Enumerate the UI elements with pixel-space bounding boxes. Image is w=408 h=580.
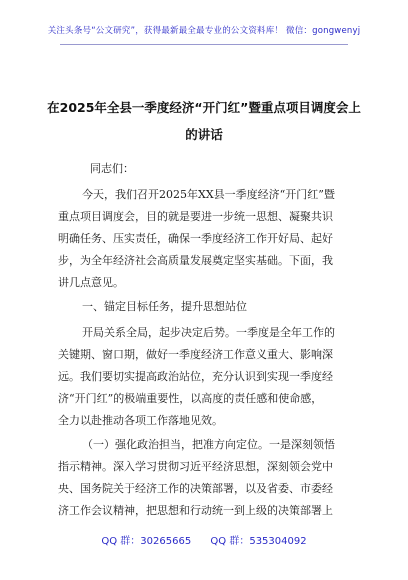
paragraph-line: 全力以赴推动各项工作落地见效。 [58, 414, 223, 427]
paragraph-line: 指示精神。深入学习贯彻习近平经济思想，深刻领会党中 [58, 460, 333, 473]
paragraph-line: 明确任务、压实责任，确保一季度经济工作开好局、起好 [58, 232, 333, 245]
qq-group-2: QQ 群：535304092 [210, 536, 307, 547]
paragraph-line: 远。我们要切实提高政治站位，充分认识到实现一季度经 [58, 370, 333, 383]
promo-header: 关注头条号“公文研究”，获得最新最全最专业的公文资料库！ 微信：gongwenyj [47, 26, 361, 36]
paragraph-line: 济工作会议精神，把思想和行动统一到上级的决策部署上 [58, 504, 333, 517]
paragraph-line: 今天，我们召开2025年XX县一季度经济“开门红”暨 [82, 188, 335, 201]
paragraph-line: 开局关系全局，起步决定后势。一季度是全年工作的 [82, 326, 335, 339]
paragraph-line: 济“开门红”的极端重要性，以高度的责任感和使命感， [58, 392, 323, 405]
header-divider [60, 44, 348, 45]
paragraph-line: 步，为全年经济社会高质量发展奠定坚实基础。下面，我 [58, 254, 333, 267]
salutation: 同志们： [90, 162, 134, 175]
document-title: 在2025年全县一季度经济“开门红”暨重点项目调度会上 [47, 100, 361, 115]
paragraph-line: 重点项目调度会，目的就是要进一步统一思想、凝聚共识 [58, 210, 333, 223]
paragraph-line: 关键期、窗口期，做好一季度经济工作意义重大、影响深 [58, 348, 333, 361]
section-heading: 一、锚定目标任务，提升思想站位 [82, 300, 247, 313]
paragraph-line: 讲几点意见。 [58, 276, 124, 289]
subsection-heading: （一）强化政治担当，把准方向定位。一是深刻领悟 [82, 438, 335, 451]
document-title-continued: 的讲话 [185, 127, 223, 142]
qq-group-1: QQ 群：30265665 [101, 536, 192, 547]
paragraph-line: 央、国务院关于经济工作的决策部署，以及省委、市委经 [58, 482, 333, 495]
footer-contacts [0, 532, 408, 547]
